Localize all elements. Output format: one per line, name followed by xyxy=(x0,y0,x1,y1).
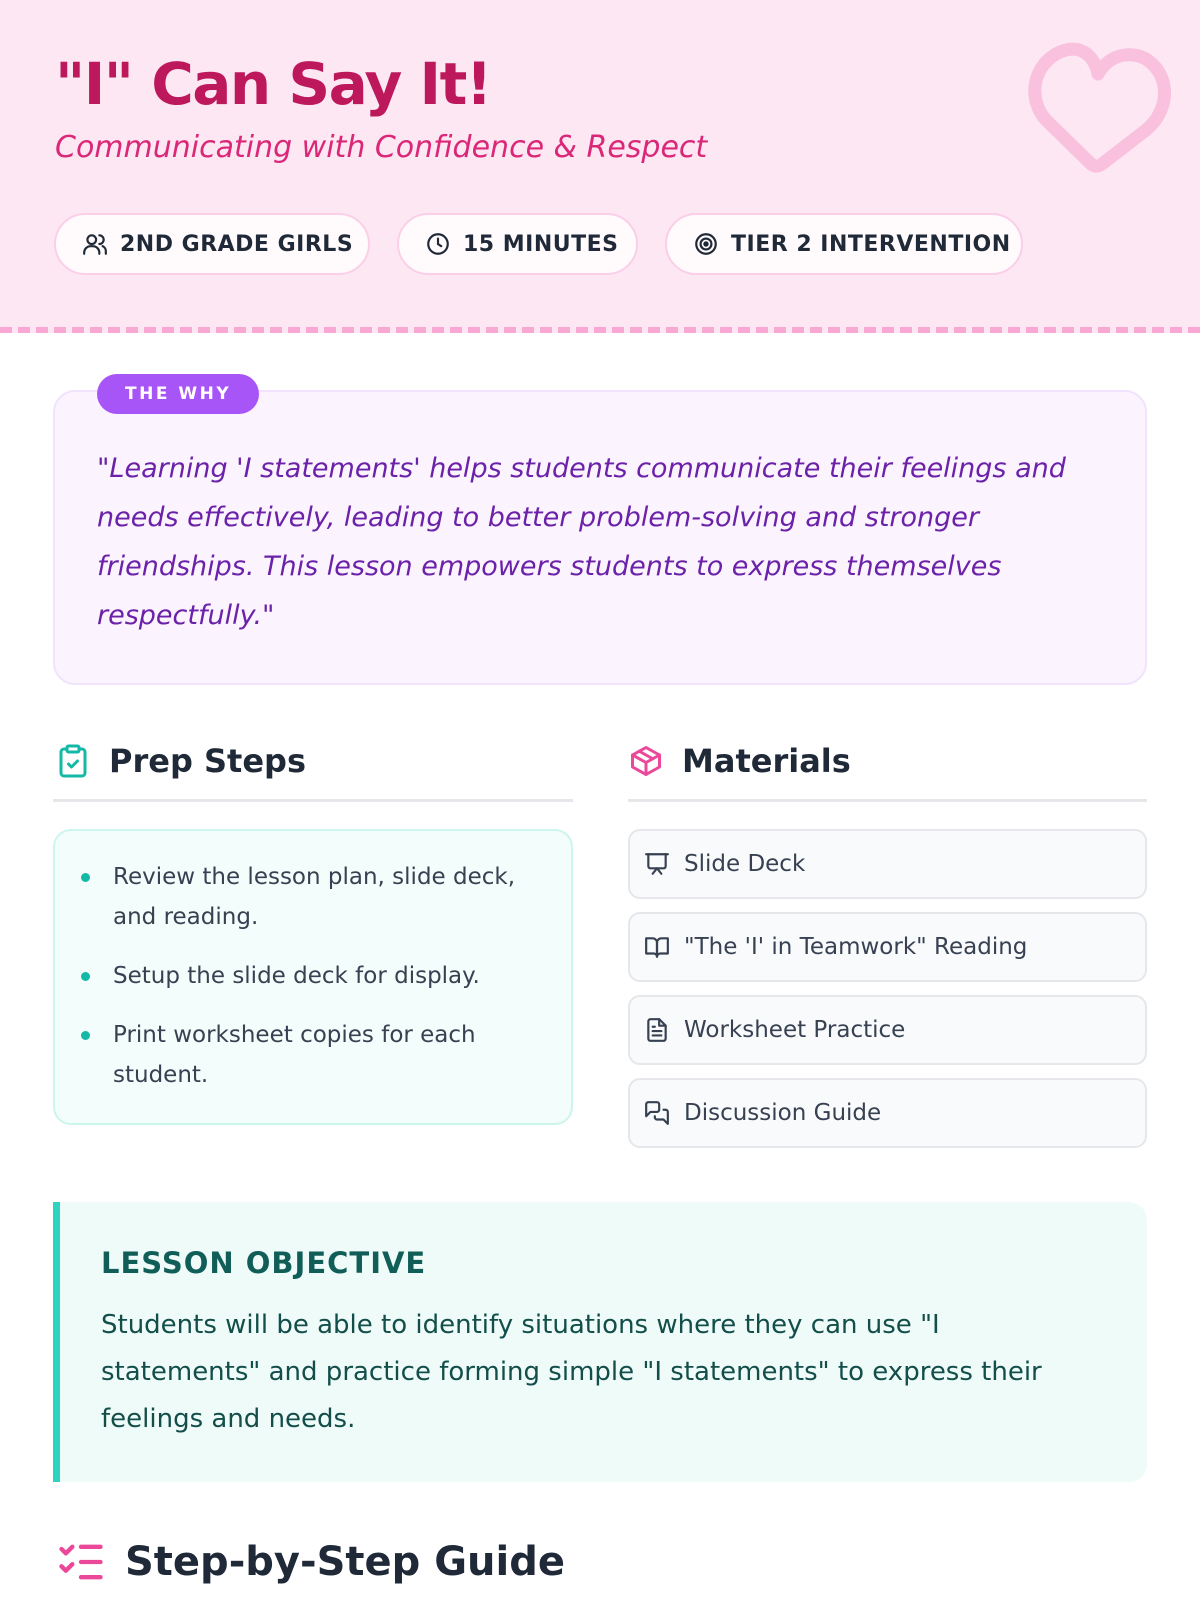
section-title: Step-by-Step Guide xyxy=(125,1539,565,1585)
heart-icon xyxy=(1020,36,1176,178)
objective-text: Students will be able to identify situations where they can use "I statements" and practice forming simple "I statements" to express their feelings and needs. xyxy=(101,1310,1042,1434)
material-worksheet[interactable] xyxy=(628,995,1147,1065)
target-icon xyxy=(693,231,719,257)
material-label: Worksheet Practice xyxy=(684,1017,906,1043)
section-divider xyxy=(628,799,1147,802)
prep-steps-heading xyxy=(55,736,306,786)
list-checks-icon xyxy=(55,1536,107,1588)
material-reading[interactable] xyxy=(628,912,1147,982)
duration-pill xyxy=(397,213,638,275)
book-open-icon xyxy=(644,934,670,960)
material-label: "The 'I' in Teamwork" Reading xyxy=(684,934,1028,960)
section-title: Prep Steps xyxy=(109,742,306,780)
file-text-icon xyxy=(644,1017,670,1043)
guide-heading xyxy=(55,1536,565,1588)
materials-heading xyxy=(628,736,851,786)
section-divider xyxy=(53,799,573,802)
page-title: "I" Can Say It! xyxy=(55,50,491,118)
package-icon xyxy=(628,743,664,779)
material-label: Discussion Guide xyxy=(684,1100,882,1126)
pill-label: 15 MINUTES xyxy=(463,231,619,257)
list-item: Print worksheet copies for each student. xyxy=(78,1015,548,1095)
objective-title: LESSON OBJECTIVE xyxy=(101,1246,427,1280)
clipboard-check-icon xyxy=(55,743,91,779)
tier-pill xyxy=(665,213,1023,275)
list-item: Setup the slide deck for display. xyxy=(78,956,548,996)
material-label: Slide Deck xyxy=(684,851,806,877)
section-title: Materials xyxy=(682,742,851,780)
audience-pill xyxy=(54,213,370,275)
prep-steps-list xyxy=(78,857,548,1114)
chat-bubbles-icon xyxy=(644,1100,670,1126)
why-badge: THE WHY xyxy=(97,374,259,414)
pill-label: TIER 2 INTERVENTION xyxy=(731,231,1011,257)
page-subtitle: Communicating with Confidence & Respect xyxy=(55,130,708,165)
material-discussion-guide[interactable] xyxy=(628,1078,1147,1148)
users-icon xyxy=(82,231,108,257)
material-slide-deck[interactable] xyxy=(628,829,1147,899)
list-item: Review the lesson plan, slide deck, and reading. xyxy=(78,857,548,937)
presentation-icon xyxy=(644,851,670,877)
why-quote: "Learning 'I statements' helps students communicate their feelings and needs effectively, leading to better problem-solving and stronger friendships. This lesson empowers students to express themselves respectfully." xyxy=(97,453,1066,631)
page-header xyxy=(0,0,1200,333)
pill-label: 2ND GRADE GIRLS xyxy=(120,231,354,257)
clock-icon xyxy=(425,231,451,257)
